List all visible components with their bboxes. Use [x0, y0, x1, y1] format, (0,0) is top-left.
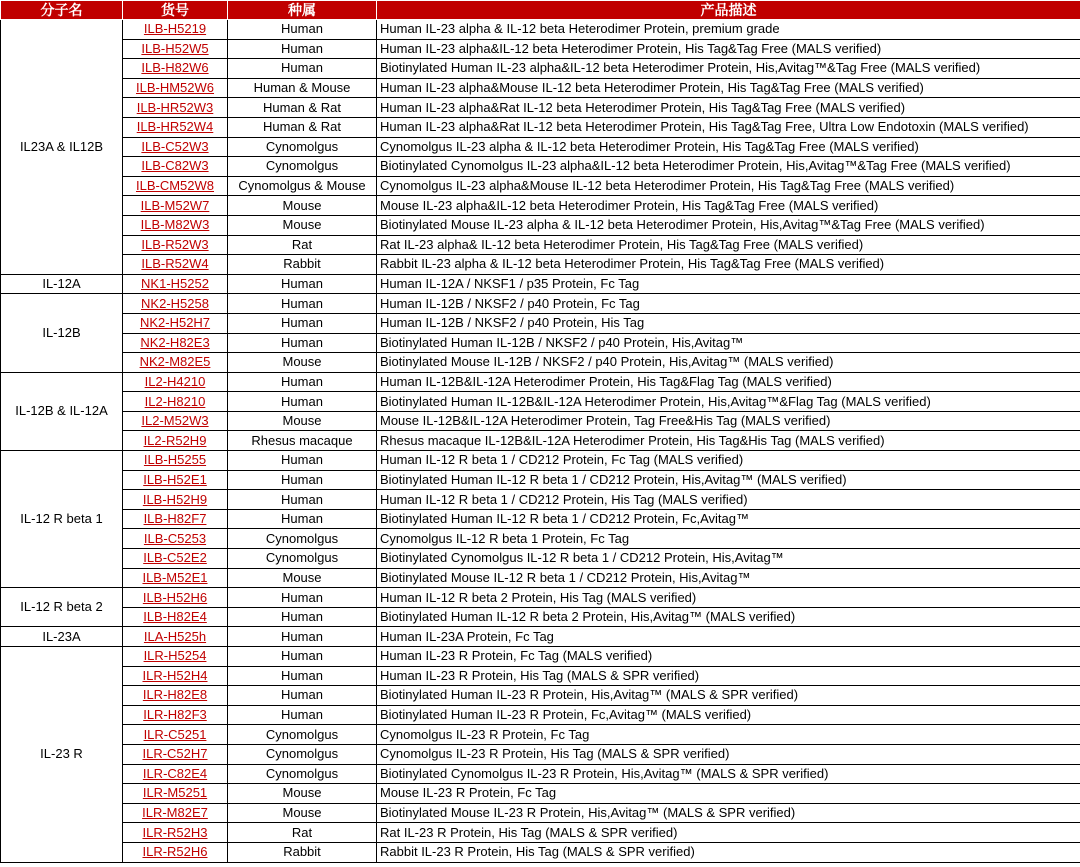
- species-cell: Human: [228, 509, 377, 529]
- catalog-number-cell: [123, 470, 228, 490]
- table-row: [1, 842, 1080, 862]
- catalog-number-cell: [123, 196, 228, 216]
- table-row: [1, 117, 1080, 137]
- species-cell: Cynomolgus: [228, 529, 377, 549]
- catalog-number-cell: [123, 588, 228, 608]
- catalog-number-link[interactable]: ILB-M52W7: [140, 197, 210, 213]
- catalog-number-cell: [123, 607, 228, 627]
- table-body: [1, 20, 1080, 863]
- species-cell: Human: [228, 666, 377, 686]
- species-cell: Cynomolgus: [228, 549, 377, 569]
- product-description-cell: Cynomolgus IL-23 alpha&Mouse IL-12 beta Heterodimer Protein, His Tag&Tag Free (MALS verified): [377, 176, 1080, 196]
- molecule-name-cell: IL-12B: [1, 294, 123, 372]
- product-description-cell: Biotinylated Cynomolgus IL-23 alpha&IL-12 beta Heterodimer Protein, His,Avitag™&Tag Free (MALS verified): [377, 157, 1080, 177]
- product-description-cell: Human IL-23 alpha & IL-12 beta Heterodimer Protein, premium grade: [377, 20, 1080, 40]
- species-cell: Human: [228, 705, 377, 725]
- product-description-cell: Mouse IL-12B&IL-12A Heterodimer Protein, Tag Free&His Tag (MALS verified): [377, 411, 1080, 431]
- species-cell: Cynomolgus: [228, 137, 377, 157]
- table-row: [1, 784, 1080, 804]
- catalog-number-link[interactable]: NK2-H82E3: [140, 334, 210, 350]
- product-description-cell: Biotinylated Human IL-23 R Protein, His,Avitag™ (MALS & SPR verified): [377, 686, 1080, 706]
- molecule-name-cell: IL-12 R beta 2: [1, 588, 123, 627]
- table-row: [1, 39, 1080, 59]
- table-row: [1, 529, 1080, 549]
- catalog-number-cell: [123, 59, 228, 79]
- product-description-cell: Biotinylated Mouse IL-12 R beta 1 / CD212 Protein, His,Avitag™: [377, 568, 1080, 588]
- catalog-number-cell: [123, 235, 228, 255]
- product-description-cell: Biotinylated Human IL-23 R Protein, Fc,Avitag™ (MALS verified): [377, 705, 1080, 725]
- catalog-number-link[interactable]: ILB-H52W5: [141, 40, 209, 56]
- table-row: [1, 431, 1080, 451]
- species-cell: Mouse: [228, 784, 377, 804]
- species-cell: Human: [228, 20, 377, 40]
- catalog-number-cell: [123, 353, 228, 373]
- table-row: [1, 255, 1080, 275]
- table-row: [1, 549, 1080, 569]
- catalog-number-link[interactable]: NK2-M82E5: [139, 354, 211, 370]
- species-cell: Mouse: [228, 803, 377, 823]
- product-description-cell: Biotinylated Human IL-12 R beta 1 / CD212 Protein, Fc,Avitag™: [377, 509, 1080, 529]
- product-description-cell: Cynomolgus IL-23 R Protein, Fc Tag: [377, 725, 1080, 745]
- table-row: [1, 59, 1080, 79]
- catalog-number-link[interactable]: ILB-HM52W6: [135, 80, 215, 96]
- catalog-number-link[interactable]: ILR-R52H6: [142, 844, 208, 860]
- table-row: [1, 647, 1080, 667]
- molecule-name-cell: IL-23 R: [1, 647, 123, 863]
- species-cell: Human: [228, 333, 377, 353]
- table-row: [1, 294, 1080, 314]
- catalog-number-link[interactable]: IL2-R52H9: [143, 432, 207, 448]
- table-row: [1, 98, 1080, 118]
- species-cell: Cynomolgus & Mouse: [228, 176, 377, 196]
- table-row: [1, 157, 1080, 177]
- product-description-cell: Human IL-23 alpha&Rat IL-12 beta Heterodimer Protein, His Tag&Tag Free, Ultra Low Endotoxin (MALS verified): [377, 117, 1080, 137]
- product-description-cell: Rat IL-23 R Protein, His Tag (MALS & SPR verified): [377, 823, 1080, 843]
- header-description: 产品描述: [377, 1, 1080, 20]
- catalog-number-cell: [123, 784, 228, 804]
- header-row: [1, 1, 1080, 20]
- table-row: [1, 744, 1080, 764]
- catalog-number-link[interactable]: ILB-HR52W3: [136, 99, 214, 115]
- catalog-number-cell: [123, 20, 228, 40]
- product-description-cell: Human IL-23 alpha&IL-12 beta Heterodimer Protein, His Tag&Tag Free (MALS verified): [377, 39, 1080, 59]
- product-description-cell: Rabbit IL-23 R Protein, His Tag (MALS & SPR verified): [377, 842, 1080, 862]
- product-description-cell: Biotinylated Mouse IL-23 alpha & IL-12 beta Heterodimer Protein, His,Avitag™&Tag Free (MALS verified): [377, 215, 1080, 235]
- table-row: [1, 686, 1080, 706]
- catalog-number-link[interactable]: ILR-M82E7: [142, 805, 208, 821]
- product-description-cell: Mouse IL-23 alpha&IL-12 beta Heterodimer Protein, His Tag&Tag Free (MALS verified): [377, 196, 1080, 216]
- species-cell: Human: [228, 294, 377, 314]
- species-cell: Human: [228, 39, 377, 59]
- species-cell: Human: [228, 627, 377, 647]
- catalog-number-cell: [123, 117, 228, 137]
- table-row: [1, 666, 1080, 686]
- catalog-number-link[interactable]: NK2-H5258: [141, 295, 209, 311]
- species-cell: Mouse: [228, 215, 377, 235]
- catalog-number-cell: [123, 451, 228, 471]
- catalog-number-link[interactable]: ILB-H82E4: [143, 609, 207, 625]
- header-molecule: 分子名: [1, 1, 123, 20]
- table-row: [1, 470, 1080, 490]
- catalog-number-cell: [123, 627, 228, 647]
- table-row: [1, 725, 1080, 745]
- product-description-cell: Human IL-23 R Protein, Fc Tag (MALS verified): [377, 647, 1080, 667]
- table-row: [1, 451, 1080, 471]
- species-cell: Cynomolgus: [228, 157, 377, 177]
- catalog-number-cell: [123, 509, 228, 529]
- catalog-number-link[interactable]: ILR-C52H7: [142, 746, 208, 762]
- species-cell: Mouse: [228, 196, 377, 216]
- species-cell: Human & Rat: [228, 98, 377, 118]
- species-cell: Cynomolgus: [228, 744, 377, 764]
- catalog-number-link[interactable]: ILB-H82F7: [143, 511, 207, 527]
- table-row: [1, 490, 1080, 510]
- catalog-number-link[interactable]: IL2-M52W3: [141, 413, 209, 429]
- catalog-number-link[interactable]: ILR-H52H4: [142, 667, 208, 683]
- catalog-number-cell: [123, 823, 228, 843]
- catalog-number-cell: [123, 666, 228, 686]
- table-row: [1, 137, 1080, 157]
- catalog-number-cell: [123, 686, 228, 706]
- species-cell: Human: [228, 647, 377, 667]
- catalog-number-cell: [123, 78, 228, 98]
- product-description-cell: Rat IL-23 alpha& IL-12 beta Heterodimer Protein, His Tag&Tag Free (MALS verified): [377, 235, 1080, 255]
- product-description-cell: Biotinylated Cynomolgus IL-23 R Protein, His,Avitag™ (MALS & SPR verified): [377, 764, 1080, 784]
- catalog-number-cell: [123, 137, 228, 157]
- species-cell: Human & Rat: [228, 117, 377, 137]
- product-description-cell: Biotinylated Human IL-12 R beta 1 / CD212 Protein, His,Avitag™ (MALS verified): [377, 470, 1080, 490]
- species-cell: Human: [228, 59, 377, 79]
- catalog-number-link[interactable]: ILB-M82W3: [140, 217, 210, 233]
- catalog-number-cell: [123, 255, 228, 275]
- table-row: [1, 392, 1080, 412]
- table-row: [1, 313, 1080, 333]
- table-row: [1, 588, 1080, 608]
- product-description-cell: Biotinylated Human IL-12B / NKSF2 / p40 Protein, His,Avitag™: [377, 333, 1080, 353]
- catalog-number-cell: [123, 274, 228, 294]
- product-description-cell: Human IL-12B / NKSF2 / p40 Protein, His Tag: [377, 313, 1080, 333]
- product-description-cell: Human IL-12B&IL-12A Heterodimer Protein, His Tag&Flag Tag (MALS verified): [377, 372, 1080, 392]
- catalog-number-cell: [123, 490, 228, 510]
- catalog-number-cell: [123, 39, 228, 59]
- product-description-cell: Biotinylated Human IL-12 R beta 2 Protein, His,Avitag™ (MALS verified): [377, 607, 1080, 627]
- species-cell: Mouse: [228, 353, 377, 373]
- catalog-number-link[interactable]: ILB-M52E1: [142, 569, 208, 585]
- table-row: [1, 607, 1080, 627]
- table-row: [1, 705, 1080, 725]
- catalog-number-link[interactable]: ILB-HR52W4: [136, 119, 214, 135]
- catalog-number-link[interactable]: ILR-H82F3: [143, 707, 207, 723]
- table-row: [1, 353, 1080, 373]
- table-row: [1, 274, 1080, 294]
- species-cell: Rabbit: [228, 255, 377, 275]
- product-description-cell: Biotinylated Cynomolgus IL-12 R beta 1 / CD212 Protein, His,Avitag™: [377, 549, 1080, 569]
- table-row: [1, 803, 1080, 823]
- table-row: [1, 568, 1080, 588]
- table-row: [1, 333, 1080, 353]
- catalog-number-cell: [123, 725, 228, 745]
- catalog-number-cell: [123, 803, 228, 823]
- product-description-cell: Human IL-23A Protein, Fc Tag: [377, 627, 1080, 647]
- catalog-number-cell: [123, 98, 228, 118]
- catalog-number-cell: [123, 313, 228, 333]
- catalog-number-link[interactable]: ILR-C5251: [143, 726, 207, 742]
- species-cell: Rat: [228, 823, 377, 843]
- catalog-number-cell: [123, 431, 228, 451]
- catalog-number-cell: [123, 568, 228, 588]
- species-cell: Mouse: [228, 568, 377, 588]
- catalog-number-cell: [123, 744, 228, 764]
- molecule-name-cell: IL-12A: [1, 274, 123, 294]
- catalog-number-link[interactable]: ILB-C5253: [143, 530, 207, 546]
- product-description-cell: Human IL-12 R beta 1 / CD212 Protein, Fc Tag (MALS verified): [377, 451, 1080, 471]
- catalog-number-cell: [123, 764, 228, 784]
- species-cell: Human: [228, 274, 377, 294]
- species-cell: Human: [228, 313, 377, 333]
- catalog-number-cell: [123, 176, 228, 196]
- table-row: [1, 411, 1080, 431]
- catalog-number-link[interactable]: NK1-H5252: [141, 276, 209, 292]
- catalog-number-cell: [123, 294, 228, 314]
- molecule-name-cell: IL23A & IL12B: [1, 20, 123, 275]
- catalog-number-link[interactable]: ILB-CM52W8: [135, 178, 215, 194]
- catalog-number-link[interactable]: ILB-R52W3: [141, 236, 209, 252]
- catalog-number-link[interactable]: ILB-R52W4: [141, 256, 209, 272]
- species-cell: Human: [228, 607, 377, 627]
- product-description-cell: Biotinylated Mouse IL-23 R Protein, His,Avitag™ (MALS & SPR verified): [377, 803, 1080, 823]
- product-description-cell: Human IL-23 alpha&Mouse IL-12 beta Heterodimer Protein, His Tag&Tag Free (MALS verified): [377, 78, 1080, 98]
- product-description-cell: Human IL-12B / NKSF2 / p40 Protein, Fc Tag: [377, 294, 1080, 314]
- catalog-number-link[interactable]: ILB-C52E2: [143, 550, 207, 566]
- catalog-number-cell: [123, 372, 228, 392]
- species-cell: Cynomolgus: [228, 725, 377, 745]
- catalog-number-cell: [123, 411, 228, 431]
- product-description-cell: Human IL-12A / NKSF1 / p35 Protein, Fc Tag: [377, 274, 1080, 294]
- catalog-number-link[interactable]: ILR-H82E8: [142, 687, 208, 703]
- table-row: [1, 20, 1080, 40]
- species-cell: Human: [228, 372, 377, 392]
- table-row: [1, 176, 1080, 196]
- product-description-cell: Rabbit IL-23 alpha & IL-12 beta Heterodimer Protein, His Tag&Tag Free (MALS verified): [377, 255, 1080, 275]
- species-cell: Rabbit: [228, 842, 377, 862]
- catalog-number-cell: [123, 215, 228, 235]
- species-cell: Human: [228, 686, 377, 706]
- product-description-cell: Human IL-23 R Protein, His Tag (MALS & SPR verified): [377, 666, 1080, 686]
- catalog-number-link[interactable]: ILB-C52W3: [141, 138, 209, 154]
- product-description-cell: Biotinylated Human IL-12B&IL-12A Heterodimer Protein, His,Avitag™&Flag Tag (MALS verified): [377, 392, 1080, 412]
- catalog-number-link[interactable]: ILA-H525h: [143, 628, 207, 644]
- catalog-number-link[interactable]: ILB-H52H9: [142, 491, 208, 507]
- catalog-number-link[interactable]: ILB-H5219: [143, 21, 207, 37]
- species-cell: Human: [228, 588, 377, 608]
- catalog-number-cell: [123, 842, 228, 862]
- molecule-name-cell: IL-12B & IL-12A: [1, 372, 123, 450]
- product-description-cell: Cynomolgus IL-23 R Protein, His Tag (MALS & SPR verified): [377, 744, 1080, 764]
- species-cell: Rhesus macaque: [228, 431, 377, 451]
- product-description-cell: Mouse IL-23 R Protein, Fc Tag: [377, 784, 1080, 804]
- table-row: [1, 823, 1080, 843]
- catalog-number-cell: [123, 529, 228, 549]
- species-cell: Mouse: [228, 411, 377, 431]
- species-cell: Human: [228, 451, 377, 471]
- species-cell: Human: [228, 490, 377, 510]
- catalog-number-link[interactable]: ILR-M5251: [142, 785, 208, 801]
- catalog-number-link[interactable]: IL2-H4210: [144, 373, 206, 389]
- catalog-number-link[interactable]: ILR-C82E4: [142, 765, 208, 781]
- product-description-cell: Biotinylated Mouse IL-12B / NKSF2 / p40 Protein, His,Avitag™ (MALS verified): [377, 353, 1080, 373]
- species-cell: Human & Mouse: [228, 78, 377, 98]
- molecule-name-cell: IL-23A: [1, 627, 123, 647]
- catalog-number-link[interactable]: ILB-C82W3: [141, 158, 209, 174]
- species-cell: Cynomolgus: [228, 764, 377, 784]
- product-description-cell: Rhesus macaque IL-12B&IL-12A Heterodimer Protein, His Tag&His Tag (MALS verified): [377, 431, 1080, 451]
- product-description-cell: Human IL-12 R beta 1 / CD212 Protein, His Tag (MALS verified): [377, 490, 1080, 510]
- header-catalog-number: 货号: [123, 1, 228, 20]
- catalog-number-link[interactable]: ILB-H52E1: [143, 471, 207, 487]
- table-row: [1, 196, 1080, 216]
- table-row: [1, 764, 1080, 784]
- catalog-number-link[interactable]: IL2-H8210: [144, 393, 206, 409]
- catalog-number-link[interactable]: NK2-H52H7: [139, 315, 211, 331]
- table-row: [1, 235, 1080, 255]
- table-row: [1, 215, 1080, 235]
- catalog-number-link[interactable]: ILB-H5255: [143, 452, 207, 468]
- catalog-number-link[interactable]: ILB-H52H6: [142, 589, 208, 605]
- product-description-cell: Human IL-12 R beta 2 Protein, His Tag (MALS verified): [377, 588, 1080, 608]
- product-description-cell: Cynomolgus IL-12 R beta 1 Protein, Fc Tag: [377, 529, 1080, 549]
- catalog-number-cell: [123, 333, 228, 353]
- header-species: 种属: [228, 1, 377, 20]
- product-description-cell: Human IL-23 alpha&Rat IL-12 beta Heterodimer Protein, His Tag&Tag Free (MALS verified): [377, 98, 1080, 118]
- species-cell: Rat: [228, 235, 377, 255]
- table-row: [1, 627, 1080, 647]
- catalog-number-cell: [123, 392, 228, 412]
- table-row: [1, 372, 1080, 392]
- catalog-number-link[interactable]: ILR-R52H3: [142, 824, 208, 840]
- catalog-number-link[interactable]: ILB-H82W6: [141, 60, 209, 76]
- catalog-number-link[interactable]: ILR-H5254: [143, 648, 207, 664]
- product-description-cell: Biotinylated Human IL-23 alpha&IL-12 beta Heterodimer Protein, His,Avitag™&Tag Free (MALS verified): [377, 59, 1080, 79]
- species-cell: Human: [228, 470, 377, 490]
- catalog-number-cell: [123, 647, 228, 667]
- catalog-number-cell: [123, 157, 228, 177]
- species-cell: Human: [228, 392, 377, 412]
- table-row: [1, 509, 1080, 529]
- molecule-name-cell: IL-12 R beta 1: [1, 451, 123, 588]
- catalog-number-cell: [123, 705, 228, 725]
- catalog-number-cell: [123, 549, 228, 569]
- product-description-cell: Cynomolgus IL-23 alpha & IL-12 beta Heterodimer Protein, His Tag&Tag Free (MALS verified): [377, 137, 1080, 157]
- table-row: [1, 78, 1080, 98]
